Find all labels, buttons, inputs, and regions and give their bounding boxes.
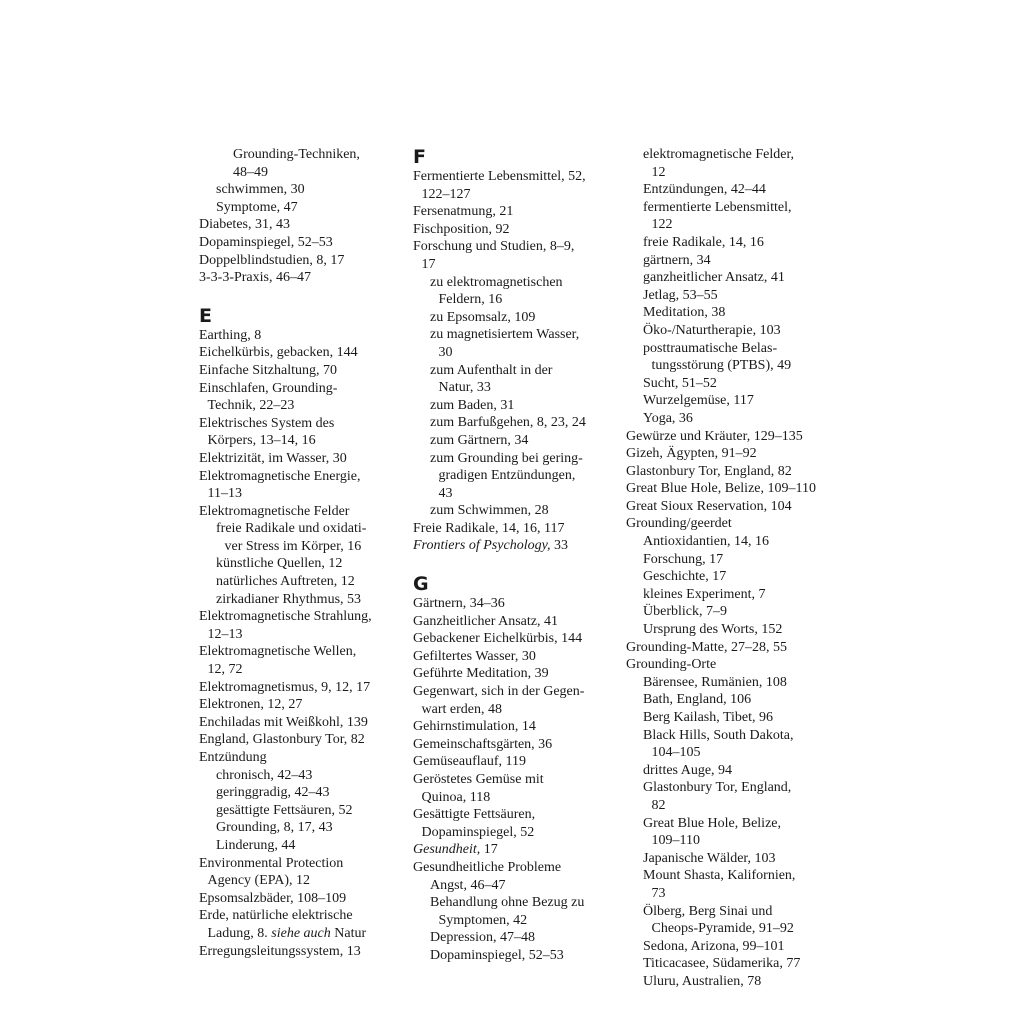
index-entry: Fersenatmung, 21 — [413, 204, 514, 220]
index-subentry: Glastonbury Tor, England, — [643, 780, 792, 796]
italic-text: siehe auch — [271, 925, 331, 941]
index-entry: 3-3-3-Praxis, 46–47 — [199, 270, 311, 286]
index-column-1 — [199, 146, 399, 960]
index-entry: Environmental Protection — [199, 855, 344, 871]
section-gap — [199, 287, 399, 305]
index-subentry: Sedona, Arizona, 99–101 — [643, 938, 785, 954]
index-subentry: Ursprung des Worts, 152 — [643, 622, 783, 638]
index-subentry: zum Gärtnern, 34 — [430, 432, 529, 448]
index-subentry: Ölberg, Berg Sinai und — [643, 903, 773, 919]
section-gap — [413, 555, 618, 573]
index-entry: Enchiladas mit Weißkohl, 139 — [199, 714, 368, 730]
italic-text: Frontiers of Psychology, — [413, 538, 551, 554]
index-subentry: Bärensee, Rumänien, 108 — [643, 674, 787, 690]
index-subentry: 73 — [651, 885, 666, 901]
index-entry: Dopaminspiegel, 52–53 — [199, 234, 333, 250]
index-entry: Gesättigte Fettsäuren, — [413, 807, 536, 823]
index-entry: Gesundheitliche Probleme — [413, 859, 562, 875]
index-entry: Elektrisches System des — [199, 415, 335, 431]
index-entry: Erregungsleitungssystem, 13 — [199, 943, 361, 959]
index-subentry: zu elektromagnetischen — [430, 274, 563, 290]
index-entry: Körpers, 13–14, 16 — [207, 433, 316, 449]
index-subentry: Japanische Wälder, 103 — [643, 850, 776, 866]
index-entry: Gegenwart, sich in der Gegen- — [413, 684, 585, 700]
index-subentry: gesättigte Fettsäuren, 52 — [216, 802, 353, 818]
index-subentry: Uluru, Australien, 78 — [643, 973, 762, 989]
index-subentry: Natur, 33 — [438, 380, 491, 396]
index-entry: Epsomsalzbäder, 108–109 — [199, 890, 347, 906]
index-subentry: zum Grounding bei gering- — [430, 450, 583, 466]
index-subentry: 12 — [651, 164, 666, 180]
index-subentry: Entzündungen, 42–44 — [643, 182, 766, 198]
index-entry: Earthing, 8 — [199, 327, 262, 343]
index-entry: 17 — [421, 256, 436, 272]
index-subentry: Cheops-Pyramide, 91–92 — [651, 921, 794, 937]
index-subentry: schwimmen, 30 — [216, 182, 305, 198]
index-subentry: Yoga, 36 — [643, 410, 693, 426]
entry-text: Natur — [330, 925, 367, 941]
index-subentry: Symptome, 47 — [216, 199, 298, 215]
index-entry: 122–127 — [421, 186, 471, 202]
index-entry: Geführte Meditation, 39 — [413, 666, 549, 682]
index-subentry: Depression, 47–48 — [430, 930, 535, 946]
index-subentry: Linderung, 44 — [216, 837, 296, 853]
index-subentry: Grounding, 8, 17, 43 — [216, 820, 333, 836]
index-entry — [413, 841, 618, 859]
index-subentry: zum Schwimmen, 28 — [430, 503, 549, 519]
index-subentry: zum Baden, 31 — [430, 397, 515, 413]
entry-text: 33 — [550, 538, 569, 554]
index-entry — [199, 925, 399, 943]
index-entry: Great Sioux Reservation, 104 — [626, 498, 792, 514]
index-entry: Fischposition, 92 — [413, 221, 510, 237]
index-subentry: Berg Kailash, Tibet, 96 — [643, 710, 774, 725]
index-entry: Elektromagnetismus, 9, 12, 17 — [199, 679, 371, 695]
index-subentry: Antioxidantien, 14, 16 — [643, 534, 769, 550]
index-subentry: Behandlung ohne Bezug zu — [430, 895, 585, 911]
index-column-3 — [626, 146, 826, 991]
index-entry: Dopaminspiegel, 52 — [421, 824, 535, 840]
index-subentry: Grounding-Techniken, — [233, 147, 360, 162]
index-entry: Diabetes, 31, 43 — [199, 217, 290, 233]
index-subentry: künstliche Quellen, 12 — [216, 556, 343, 572]
index-entry: Elektrizität, im Wasser, 30 — [199, 450, 347, 466]
index-entry: Great Blue Hole, Belize, 109–110 — [626, 481, 816, 497]
section-letter: G — [413, 573, 429, 596]
index-subentry: Wurzelgemüse, 117 — [643, 393, 754, 409]
index-entry: England, Glastonbury Tor, 82 — [199, 732, 365, 748]
section-letter: F — [413, 146, 426, 168]
index-entry: 12, 72 — [207, 662, 243, 678]
index-entry: Gewürze und Kräuter, 129–135 — [626, 428, 803, 444]
index-subentry: zirkadianer Rhythmus, 53 — [216, 591, 362, 607]
index-entry: Gebackener Eichelkürbis, 144 — [413, 631, 583, 647]
index-subentry: Öko-/Naturtherapie, 103 — [643, 322, 781, 338]
index-subentry: elektromagnetische Felder, — [643, 147, 795, 162]
index-subentry: Forschung, 17 — [643, 551, 724, 567]
index-entry: 12–13 — [207, 626, 243, 642]
index-entry: Agency (EPA), 12 — [207, 873, 311, 889]
index-entry: Eichelkürbis, gebacken, 144 — [199, 345, 358, 361]
index-entry: wart erden, 48 — [421, 701, 502, 717]
index-entry: Forschung und Studien, 8–9, — [413, 239, 575, 255]
index-subentry: 109–110 — [651, 833, 700, 849]
index-entry: Grounding-Orte — [626, 657, 717, 673]
index-subentry: ver Stress im Körper, 16 — [224, 538, 362, 554]
entry-text: Ladung, 8. — [207, 925, 272, 941]
index-entry: Grounding-Matte, 27–28, 55 — [626, 639, 787, 655]
index-entry: Gizeh, Ägypten, 91–92 — [626, 446, 757, 462]
index-subentry: Meditation, 38 — [643, 305, 726, 321]
entry-text: 17 — [480, 842, 498, 858]
index-subentry: Angst, 46–47 — [430, 877, 506, 893]
index-subentry: Titicacasee, Südamerika, 77 — [643, 956, 801, 972]
index-subentry: Jetlag, 53–55 — [643, 287, 718, 303]
index-subentry: zu Epsomsalz, 109 — [430, 309, 536, 325]
index-entry: Glastonbury Tor, England, 82 — [626, 463, 792, 479]
index-subentry: zum Barfußgehen, 8, 23, 24 — [430, 415, 586, 431]
index-subentry: chronisch, 42–43 — [216, 767, 313, 783]
index-entry: Gärtnern, 34–36 — [413, 596, 505, 612]
index-subentry: zum Aufenthalt in der — [430, 362, 553, 378]
index-entry: Technik, 22–23 — [207, 398, 295, 414]
index-subentry: Bath, England, 106 — [643, 692, 752, 708]
index-entry: Gemeinschaftsgärten, 36 — [413, 736, 553, 752]
index-entry: Erde, natürliche elektrische — [199, 908, 353, 924]
index-entry: Gefiltertes Wasser, 30 — [413, 648, 536, 664]
index-subentry: ganzheitlicher Ansatz, 41 — [643, 270, 785, 286]
index-subentry: posttraumatische Belas- — [643, 340, 778, 356]
index-subentry: freie Radikale und oxidati- — [216, 521, 367, 537]
index-subentry: gärtnern, 34 — [643, 252, 711, 268]
index-entry: Fermentierte Lebensmittel, 52, — [413, 169, 586, 184]
index-subentry: 43 — [438, 485, 453, 501]
index-entry: Elektromagnetische Felder — [199, 503, 350, 519]
index-subentry: 48–49 — [233, 164, 268, 180]
index-entry: Geröstetes Gemüse mit — [413, 772, 544, 787]
index-subentry: Überblick, 7–9 — [643, 604, 727, 620]
index-subentry: natürliches Auftreten, 12 — [216, 574, 355, 590]
index-entry: 11–13 — [207, 486, 242, 502]
index-entry: Doppelblindstudien, 8, 17 — [199, 252, 345, 268]
section-letter: E — [199, 304, 212, 327]
index-subentry: Dopaminspiegel, 52–53 — [430, 947, 564, 963]
index-subentry: 122 — [651, 217, 673, 233]
index-subentry: Symptomen, 42 — [438, 912, 528, 928]
index-subentry: Great Blue Hole, Belize, — [643, 815, 782, 831]
index-subentry: Sucht, 51–52 — [643, 375, 717, 391]
index-entry: Freie Radikale, 14, 16, 117 — [413, 520, 565, 536]
index-entry: Gemüseauflauf, 119 — [413, 754, 526, 770]
index-subentry: tungsstörung (PTBS), 49 — [651, 358, 792, 374]
index-entry: Ganzheitlicher Ansatz, 41 — [413, 613, 559, 629]
index-entry: Gehirnstimulation, 14 — [413, 719, 536, 735]
index-entry: Grounding/geerdet — [626, 516, 732, 532]
index-entry: Einfache Sitzhaltung, 70 — [199, 362, 338, 378]
index-subentry: 30 — [438, 344, 453, 360]
index-subentry: 104–105 — [651, 745, 701, 761]
index-subentry: freie Radikale, 14, 16 — [643, 234, 764, 250]
index-subentry: Black Hills, South Dakota, — [643, 727, 794, 743]
index-subentry: kleines Experiment, 7 — [643, 586, 766, 602]
index-entry: Elektromagnetische Strahlung, — [199, 609, 372, 625]
index-subentry: Geschichte, 17 — [643, 569, 727, 585]
index-subentry: geringgradig, 42–43 — [216, 785, 330, 801]
index-subentry: drittes Auge, 94 — [643, 762, 733, 778]
italic-text: Gesundheit, — [413, 842, 481, 858]
index-entry: Elektromagnetische Energie, — [199, 468, 361, 484]
index-entry: Elektronen, 12, 27 — [199, 697, 303, 713]
index-subentry: zu magnetisiertem Wasser, — [430, 327, 580, 343]
index-subentry: fermentierte Lebensmittel, — [643, 199, 792, 215]
index-entry — [413, 537, 618, 555]
index-subentry: 82 — [651, 797, 666, 813]
index-subentry: Feldern, 16 — [438, 292, 503, 308]
index-entry: Entzündung — [199, 750, 267, 765]
index-entry: Einschlafen, Grounding- — [199, 380, 338, 396]
index-entry: Quinoa, 118 — [421, 789, 491, 805]
index-column-2 — [413, 146, 618, 965]
index-subentry: Mount Shasta, Kalifornien, — [643, 868, 796, 884]
index-entry: Elektromagnetische Wellen, — [199, 644, 357, 660]
index-subentry: gradigen Entzündungen, — [438, 468, 576, 484]
